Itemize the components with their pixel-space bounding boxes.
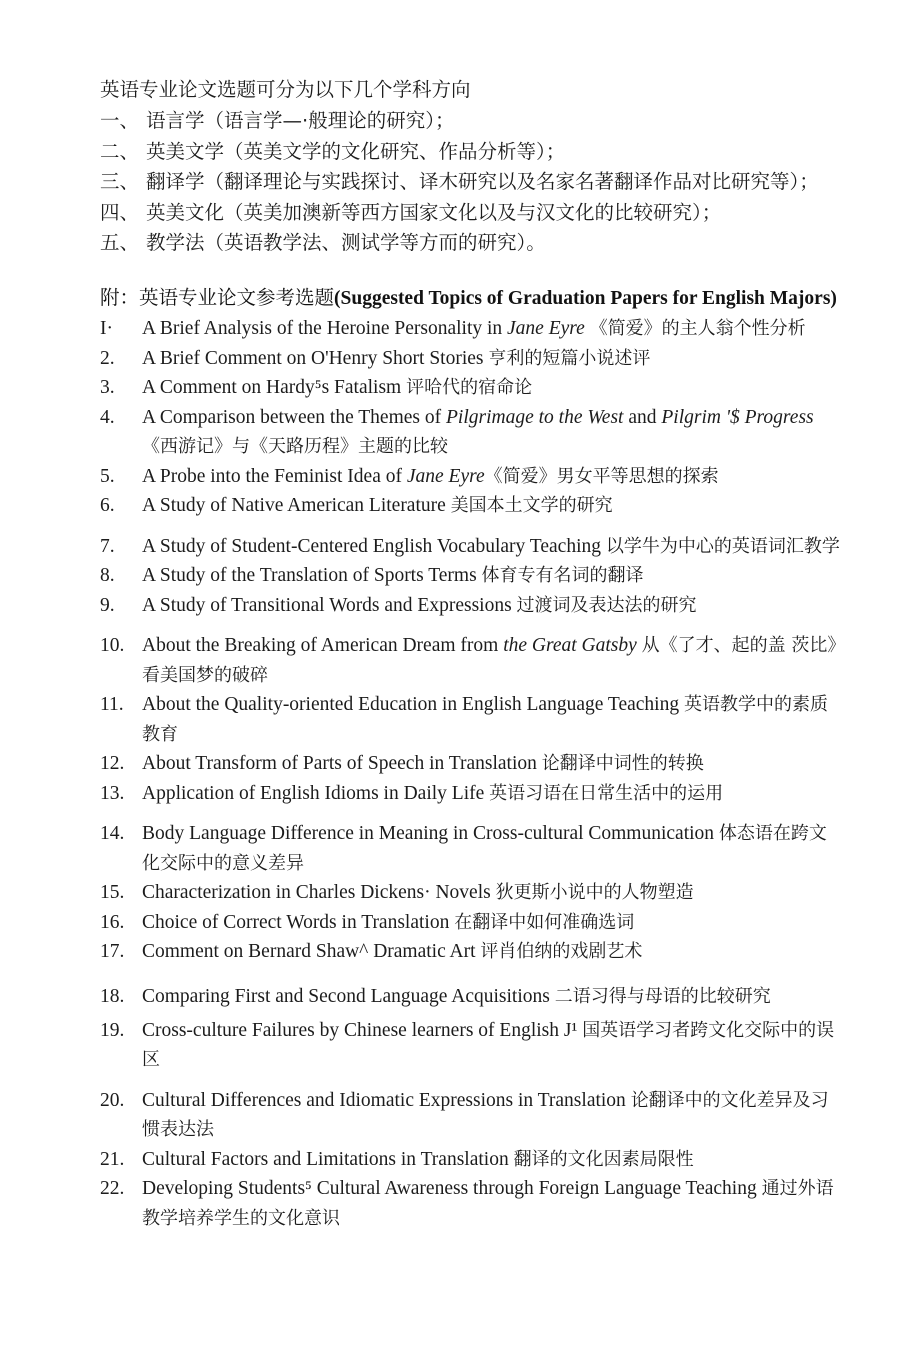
topic-item xyxy=(100,561,842,591)
topic-item-marker: 4. xyxy=(100,406,115,428)
topic-title-work-second: Pilgrim '$ Progress xyxy=(661,406,814,428)
discipline-item xyxy=(100,106,842,137)
topic-item-marker: 10. xyxy=(100,635,125,656)
topic-item-text xyxy=(142,986,771,1007)
discipline-item-label: 翻译学（翻译理论与实践探讨、译木研究以及名家名著翻译作品对比研究等）； xyxy=(146,170,819,193)
topic-item-text xyxy=(142,694,828,745)
topic-title-chinese: 体育专有名词的翻译 xyxy=(481,565,644,586)
topic-title-work: Jane Eyre xyxy=(507,318,585,339)
topic-title-english: Cultural Factors and Limitations in Translation xyxy=(142,1148,514,1170)
topic-item-text xyxy=(142,1020,834,1071)
topic-item-marker: 8. xyxy=(100,565,115,586)
topic-title-english: A Study of Native American Literature xyxy=(142,495,451,516)
discipline-item-marker: 一、 xyxy=(100,109,140,132)
topic-item-marker: 3. xyxy=(100,377,115,398)
topic-title-english: About the Quality-oriented Education in English Language Teaching xyxy=(142,694,684,715)
topic-item-text xyxy=(142,348,650,369)
topic-title-work: Jane Eyre xyxy=(406,465,485,487)
topic-title-english: A Brief Analysis of the Heroine Personality in xyxy=(142,318,508,339)
discipline-item xyxy=(100,167,842,198)
discipline-item-marker: 三、 xyxy=(100,170,140,193)
topic-title-english: Characterization in Charles Dickens· Novels xyxy=(142,882,496,903)
topic-item-text xyxy=(142,1090,829,1141)
topic-item-text xyxy=(142,912,634,933)
topic-item xyxy=(100,532,842,562)
topic-item-marker: 14. xyxy=(100,823,125,844)
topic-title-english: A Comment on Hardy⁵s Fatalism xyxy=(142,377,407,398)
appendix-title-english: (Suggested Topics of Graduation Papers for English Majors) xyxy=(334,287,837,309)
topic-item xyxy=(100,1086,842,1145)
topic-item-marker: 7. xyxy=(100,535,115,557)
topic-item-text xyxy=(142,318,806,339)
topic-item-text xyxy=(142,377,532,398)
topic-item-text xyxy=(142,1149,694,1170)
topic-item-marker: 19. xyxy=(100,1019,125,1041)
topic-item xyxy=(100,491,842,521)
topic-item-marker: 17. xyxy=(100,941,125,962)
topic-item xyxy=(100,403,842,462)
intro-heading-text: 英语专业论文选题可分为以下几个学科方向 xyxy=(100,78,471,101)
topic-item xyxy=(100,1174,842,1233)
topic-item-text xyxy=(142,495,613,516)
topic-item-marker: 9. xyxy=(100,594,115,616)
topic-title-english: Comparing First and Second Language Acquisitions xyxy=(142,985,555,1007)
discipline-item-marker: 五、 xyxy=(100,231,140,254)
topic-title-chinese: 在翻译中如何准确选词 xyxy=(454,911,635,933)
topic-item-marker: 2. xyxy=(100,347,115,369)
topic-item xyxy=(100,1016,842,1075)
topic-title-chinese: 论翻译中的文化差异及习惯表达法 xyxy=(142,1089,829,1140)
topic-item xyxy=(100,819,842,878)
topic-item xyxy=(100,631,842,690)
topic-item xyxy=(100,690,842,749)
topic-title-english: Choice of Correct Words in Translation xyxy=(142,911,455,933)
discipline-item xyxy=(100,198,842,229)
topic-title-work: Pilgrimage to the West xyxy=(446,406,624,428)
discipline-item xyxy=(100,228,842,259)
topic-title-chinese: 从《了才、起的盖 茨比》看美国梦的破碎 xyxy=(142,635,837,686)
topic-title-english: A Comparison between the Themes of xyxy=(142,406,446,428)
topic-title-chinese: 英语习语在日常生活中的运用 xyxy=(489,782,724,804)
topic-title-english: Cross-culture Failures by Chinese learners of English J¹ xyxy=(142,1019,583,1041)
topic-item-text xyxy=(142,783,723,804)
topic-item-text xyxy=(142,407,814,458)
topic-title-english: A Study of Transitional Words and Expressions xyxy=(142,594,517,616)
topic-title-chinese: 狄更斯小说中的人物塑造 xyxy=(495,882,694,903)
topic-item-marker: I· xyxy=(100,318,113,339)
topic-title-chinese: 评肖伯纳的戏剧艺术 xyxy=(480,941,643,962)
topic-title-chinese: 国英语学习者跨文化交际中的误区 xyxy=(142,1019,835,1070)
topic-title-chinese: 翻译的文化因素局限性 xyxy=(513,1148,694,1170)
topic-title-chinese: 过渡词及表达法的研究 xyxy=(516,594,697,616)
topic-item-marker: 12. xyxy=(100,753,125,774)
topic-title-english: Comment on Bernard Shaw^ Dramatic Art xyxy=(142,941,481,962)
discipline-item-label: 英美文学（英美文学的文化研究、作品分析等）； xyxy=(146,139,566,163)
topic-item-text xyxy=(142,635,836,686)
topic-item-text xyxy=(142,753,704,774)
topic-title-chinese: 通过外语教学培养学生的文化意识 xyxy=(142,1178,834,1229)
discipline-item-marker: 二、 xyxy=(100,139,140,163)
topic-title-english: A Study of Student-Centered English Vocabulary Teaching xyxy=(142,535,606,557)
topic-item-marker: 11. xyxy=(100,694,124,715)
topic-title-chinese: 体态语在跨文化交际中的意义差异 xyxy=(142,823,827,874)
topic-item xyxy=(100,937,842,967)
topic-item xyxy=(100,749,842,779)
discipline-item-label: 英美文化（英美加澳新等西方国家文化以及与汉文化的比较研究）； xyxy=(146,200,722,224)
topic-item-text xyxy=(142,941,642,962)
topic-item-marker: 15. xyxy=(100,882,125,903)
topic-item-text xyxy=(142,565,644,586)
topic-title-chinese: 《简爱》的主人翁个性分析 xyxy=(589,318,806,339)
topic-title-english: Cultural Differences and Idiomatic Expressions in Translation xyxy=(142,1089,631,1111)
discipline-item-label: 语言学（语言学—·般理论的研究）； xyxy=(146,109,455,132)
topic-title-english: Application of English Idioms in Daily Life xyxy=(142,782,490,804)
topic-title-chinese: 《简爱》男女平等思想的探索 xyxy=(484,465,719,487)
topic-title-chinese: 二语习得与母语的比较研究 xyxy=(554,985,771,1007)
topic-item-marker: 22. xyxy=(100,1178,125,1199)
appendix-title xyxy=(100,283,842,314)
topic-item-marker: 20. xyxy=(100,1089,125,1111)
topic-item-text xyxy=(142,823,827,874)
topic-item-text xyxy=(142,466,719,487)
topic-title-english: Body Language Difference in Meaning in Cross-cultural Communication xyxy=(142,823,719,844)
topic-item-marker: 6. xyxy=(100,495,115,516)
topic-item xyxy=(100,373,842,403)
topic-item xyxy=(100,779,842,809)
topic-item xyxy=(100,462,842,492)
topic-title-english: A Probe into the Feminist Idea of xyxy=(142,465,407,487)
topic-item xyxy=(100,591,842,621)
topic-title-english: A Brief Comment on O'Henry Short Stories xyxy=(142,347,489,369)
topic-item-marker: 5. xyxy=(100,465,115,487)
discipline-item-marker: 四、 xyxy=(100,200,140,224)
topic-title-english: Developing Students⁵ Cultural Awareness through Foreign Language Teaching xyxy=(142,1178,762,1199)
topic-title-chinese: 论翻译中词性的转换 xyxy=(541,753,704,774)
topic-item-marker: 16. xyxy=(100,911,125,933)
topic-item-marker: 18. xyxy=(100,985,125,1007)
topic-item xyxy=(100,1145,842,1175)
appendix-title-chinese: 附：英语专业论文参考选题 xyxy=(100,285,335,309)
topic-item xyxy=(100,344,842,374)
topic-item-marker: 13. xyxy=(100,782,125,804)
topic-item-text xyxy=(142,1178,834,1229)
topic-title-chinese: 英语教学中的素质教育 xyxy=(142,694,828,745)
topic-item xyxy=(100,314,842,344)
discipline-list xyxy=(100,106,842,259)
topic-item xyxy=(100,908,842,938)
topic-title-chinese: 《西游记》与《天路历程》主题的比较 xyxy=(142,436,448,457)
topic-title-english: A Study of the Translation of Sports Terms xyxy=(142,565,482,586)
discipline-item xyxy=(100,137,842,168)
topic-title-chinese: 评哈代的宿命论 xyxy=(406,377,533,398)
topic-title-work: the Great Gatsby xyxy=(503,635,637,656)
topic-item xyxy=(100,878,842,908)
section-spacer xyxy=(100,259,842,283)
topic-title-english: About Transform of Parts of Speech in Translation xyxy=(142,753,542,774)
topic-item-text xyxy=(142,882,694,903)
topic-item-marker: 21. xyxy=(100,1148,125,1170)
topic-title-chinese: 亨利的短篇小说述评 xyxy=(488,347,651,369)
topic-item-text xyxy=(142,536,840,557)
topic-title-chinese: 以学牛为中心的英语词汇教学 xyxy=(605,535,840,557)
topic-title-chinese: 美国本土文学的研究 xyxy=(450,495,613,516)
discipline-item-label: 教学法（英语教学法、测试学等方而的研究）。 xyxy=(146,231,546,254)
topic-item-text xyxy=(142,595,697,616)
topics-list xyxy=(100,314,842,1233)
page-title xyxy=(100,75,842,105)
topic-item xyxy=(100,978,842,1016)
topic-title-english-cont: and xyxy=(623,406,662,428)
topic-title-english: About the Breaking of American Dream from xyxy=(142,635,504,656)
